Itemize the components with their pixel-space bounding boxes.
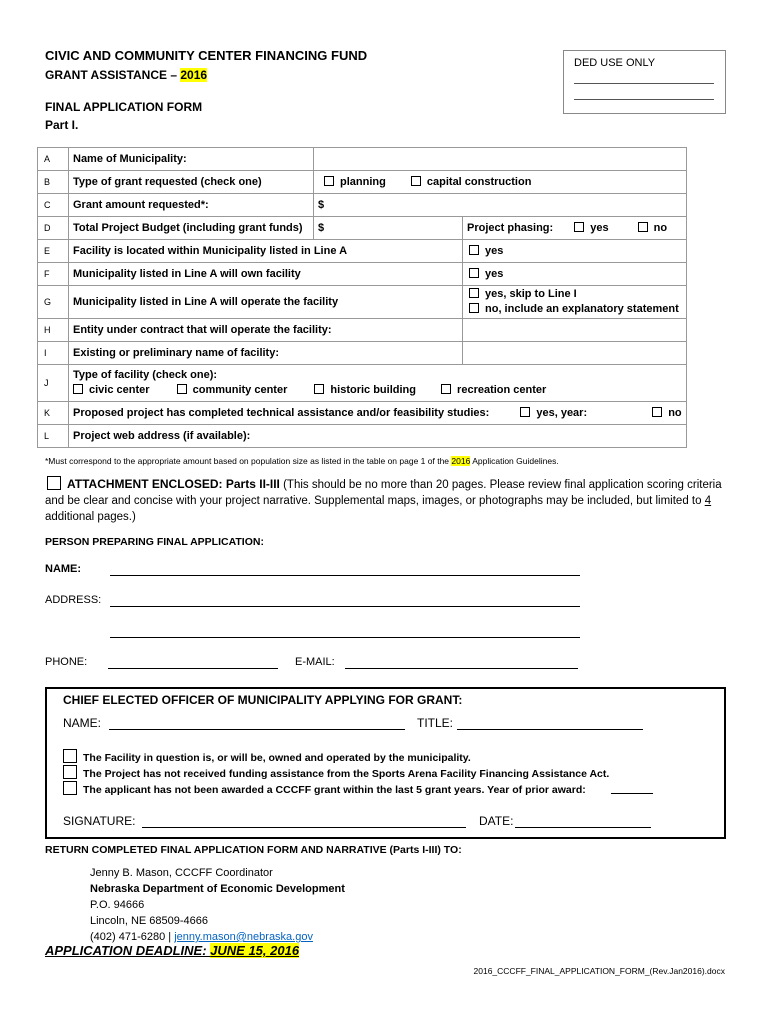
check-label: The Project has not received funding assistance from the Sports Arena Facility Financing Assistance Act.	[83, 768, 610, 780]
ded-label: DED USE ONLY	[574, 57, 656, 69]
row-letter: I	[38, 342, 69, 365]
preparer-name-label: NAME:	[45, 563, 82, 575]
officer-check-3	[63, 781, 586, 796]
row-h	[38, 319, 687, 342]
row-g	[38, 286, 687, 319]
ded-line-1[interactable]	[574, 83, 714, 84]
option-label: community center	[192, 384, 288, 396]
preparer-heading: PERSON PREPARING FINAL APPLICATION:	[45, 536, 264, 548]
footnote-text: *Must correspond to the appropriate amount based on population size as listed in the table on page 1 of the	[45, 456, 452, 466]
row-label: Type of grant requested (check one)	[69, 171, 314, 194]
row-label: Municipality listed in Line A will own facility	[69, 263, 463, 286]
row-letter: K	[38, 402, 69, 425]
officer-date-label: DATE:	[479, 814, 514, 828]
row-letter: D	[38, 217, 69, 240]
checkbox-civic-center[interactable]	[73, 384, 83, 394]
row-label: Type of facility (check one):	[73, 369, 218, 381]
address-line: Lincoln, NE 68509-4666	[90, 915, 209, 927]
footnote-year: 2016	[451, 456, 471, 466]
contact-phone: (402) 471-6280 |	[90, 931, 175, 943]
document-filename: 2016_CCCFF_FINAL_APPLICATION_FORM_(Rev.Jan2016).docx	[473, 966, 725, 976]
checkbox-capital-construction[interactable]	[411, 176, 421, 186]
checkbox-owned-operated[interactable]	[63, 749, 77, 763]
preparer-name-line[interactable]	[110, 575, 580, 576]
checkbox-operate-yes[interactable]	[469, 288, 479, 298]
row-label: Existing or preliminary name of facility:	[69, 342, 463, 365]
option-label: no, include an explanatory statement	[485, 303, 679, 315]
check-label: The applicant has not been awarded a CCCFF grant within the last 5 grant years. Year of prior award:	[83, 784, 586, 796]
checkbox-studies-no[interactable]	[652, 407, 662, 417]
return-heading: RETURN COMPLETED FINAL APPLICATION FORM AND NARRATIVE (Parts I-III) TO:	[45, 844, 462, 856]
preparer-email-line[interactable]	[345, 668, 578, 669]
officer-signature-label: SIGNATURE:	[63, 814, 136, 828]
row-label: Project web address (if available):	[73, 430, 251, 442]
checkbox-phasing-no[interactable]	[638, 222, 648, 232]
checkbox-no-prior-award[interactable]	[63, 781, 77, 795]
row-label: Name of Municipality:	[69, 148, 314, 171]
row-g-options	[463, 286, 687, 319]
form-title: CIVIC AND COMMUNITY CENTER FINANCING FUND	[45, 48, 368, 63]
officer-name-label: NAME:	[63, 716, 102, 730]
option-label: no	[668, 407, 682, 419]
row-label: Proposed project has completed technical assistance and/or feasibility studies:	[73, 407, 490, 419]
option-label: yes	[590, 222, 609, 234]
attachment-text: (This should be no more than 20 pages. Please review final application scoring criteria and be clear and concise with your project narrative. Supplemental maps, images, or photographs may be included, but limited to	[45, 479, 722, 507]
grant-amount-field[interactable]: $	[314, 194, 687, 217]
row-i	[38, 342, 687, 365]
facility-name-field[interactable]	[463, 342, 687, 365]
preparer-phone-label: PHONE:	[45, 656, 88, 668]
option-label: civic center	[89, 384, 150, 396]
checkbox-phasing-yes[interactable]	[574, 222, 584, 232]
option-label: yes, year:	[536, 407, 588, 419]
row-label: Total Project Budget (including grant funds)	[69, 217, 314, 240]
option-label: planning	[340, 176, 386, 188]
row-e-options	[463, 240, 687, 263]
row-k	[38, 402, 687, 425]
checkbox-no-sports-arena-funding[interactable]	[63, 765, 77, 779]
checkbox-attachment-enclosed[interactable]	[47, 476, 61, 490]
row-letter: F	[38, 263, 69, 286]
deadline-date: JUNE 15, 2016	[210, 943, 300, 958]
subtitle-year: 2016	[180, 68, 208, 82]
row-label: Grant amount requested*:	[69, 194, 314, 217]
row-e	[38, 240, 687, 263]
option-label: capital construction	[426, 176, 532, 188]
grant-type-options	[314, 171, 687, 194]
checkbox-own-yes[interactable]	[469, 268, 479, 278]
row-letter: J	[38, 365, 69, 402]
officer-title-line[interactable]	[457, 729, 643, 730]
project-phasing	[463, 217, 687, 240]
return-address	[90, 865, 345, 945]
preparer-phone-line[interactable]	[108, 668, 278, 669]
attachment-bold: ATTACHMENT ENCLOSED: Parts II-III	[67, 477, 280, 491]
form-part: Part I.	[45, 118, 79, 132]
officer-check-2	[63, 765, 609, 780]
address-line: Nebraska Department of Economic Development	[90, 883, 345, 895]
application-table	[37, 147, 687, 448]
row-letter: C	[38, 194, 69, 217]
facility-type	[69, 365, 687, 402]
checkbox-historic-building[interactable]	[314, 384, 324, 394]
row-d	[38, 217, 687, 240]
officer-date-line[interactable]	[515, 827, 651, 828]
deadline-label: APPLICATION DEADLINE:	[45, 943, 211, 958]
checkbox-recreation-center[interactable]	[441, 384, 451, 394]
row-c	[38, 194, 687, 217]
feasibility-studies	[69, 402, 687, 425]
row-letter: E	[38, 240, 69, 263]
row-letter: L	[38, 425, 69, 448]
attachment-statement	[45, 476, 735, 525]
web-address-cell[interactable]	[69, 425, 687, 448]
footnote-text-end: Application Guidelines.	[470, 456, 559, 466]
option-label: no	[653, 222, 668, 234]
address-line: Jenny B. Mason, CCCFF Coordinator	[90, 867, 273, 879]
footnote	[45, 456, 559, 466]
row-letter: G	[38, 286, 69, 319]
address-line: P.O. 94666	[90, 899, 145, 911]
row-j	[38, 365, 687, 402]
checkbox-community-center[interactable]	[177, 384, 187, 394]
row-letter: A	[38, 148, 69, 171]
check-label: The Facility in question is, or will be, owned and operated by the municipality.	[83, 752, 471, 764]
row-label: Entity under contract that will operate the facility:	[69, 319, 463, 342]
preparer-email-label: E-MAIL:	[295, 656, 335, 668]
officer-title-label: TITLE:	[417, 716, 454, 730]
preparer-address-line-2[interactable]	[110, 637, 580, 638]
preparer-address-line-1[interactable]	[110, 606, 580, 607]
checkbox-studies-yes[interactable]	[520, 407, 530, 417]
prior-award-year-line[interactable]	[611, 793, 653, 794]
ded-line-2[interactable]	[574, 99, 714, 100]
row-letter: B	[38, 171, 69, 194]
checkbox-operate-no[interactable]	[469, 303, 479, 313]
attachment-text-end: additional pages.)	[45, 511, 136, 523]
total-budget-field[interactable]: $	[314, 217, 463, 240]
application-deadline	[45, 943, 299, 958]
operator-entity-field[interactable]	[463, 319, 687, 342]
officer-check-1	[63, 749, 471, 764]
row-label: Facility is located within Municipality listed in Line A	[69, 240, 463, 263]
option-label: yes, skip to Line I	[485, 288, 577, 300]
option-label: historic building	[330, 384, 416, 396]
officer-heading: CHIEF ELECTED OFFICER OF MUNICIPALITY APPLYING FOR GRANT:	[63, 693, 463, 707]
row-label: Municipality listed in Line A will operate the facility	[69, 286, 463, 319]
checkbox-located-yes[interactable]	[469, 245, 479, 255]
row-a	[38, 148, 687, 171]
municipality-name-field[interactable]	[314, 148, 687, 171]
subtitle-prefix: GRANT ASSISTANCE –	[45, 68, 181, 82]
form-name: FINAL APPLICATION FORM	[45, 100, 203, 114]
chief-officer-box	[45, 687, 726, 839]
row-l	[38, 425, 687, 448]
option-label: yes	[485, 268, 504, 280]
row-letter: H	[38, 319, 69, 342]
form-subtitle	[45, 68, 207, 82]
row-f	[38, 263, 687, 286]
officer-name-line[interactable]	[109, 729, 405, 730]
preparer-address-label: ADDRESS:	[45, 594, 102, 606]
ded-use-only-box	[563, 50, 726, 114]
contact-email-link[interactable]: jenny.mason@nebraska.gov	[174, 931, 313, 943]
option-label: recreation center	[457, 384, 547, 396]
checkbox-planning[interactable]	[324, 176, 334, 186]
option-label: yes	[485, 245, 504, 257]
row-b	[38, 171, 687, 194]
row-f-options	[463, 263, 687, 286]
phasing-label: Project phasing:	[467, 222, 554, 234]
attachment-page-limit: 4	[704, 495, 712, 507]
officer-signature-line[interactable]	[142, 827, 466, 828]
